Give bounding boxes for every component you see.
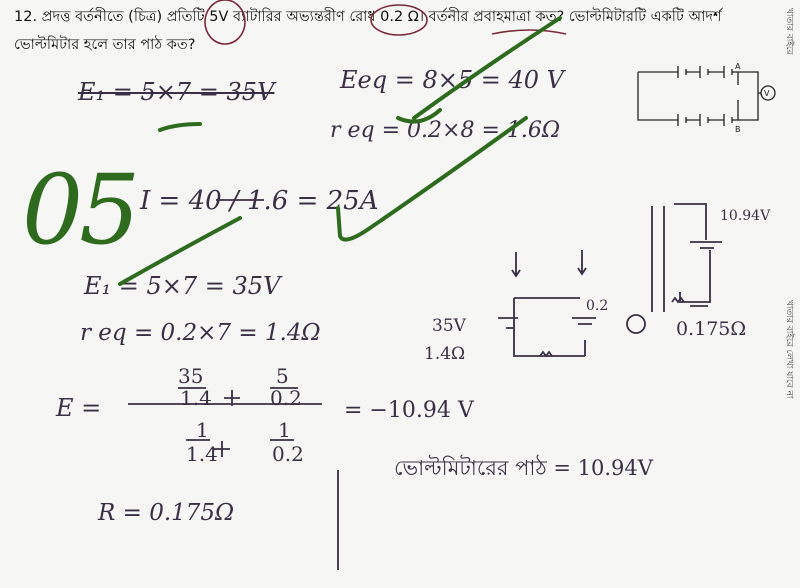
eeq-line: Eeq = 8×5 = 40 V [340,66,564,94]
den-a-top: 1 [196,418,209,442]
question-line-2: ভোল্টমিটার হলে তার পাঠ কত? [14,37,196,53]
den-a-bot: 1.4 [186,442,218,466]
diag-14: 1.4Ω [424,344,466,364]
num-a-bot: 1.4 [180,386,212,410]
r-result: R = 0.175Ω [98,500,235,526]
num-a-top: 35 [178,364,204,388]
num-b-top: 5 [276,364,289,388]
den-b-bot: 0.2 [272,442,304,466]
diag-02: 0.2 [586,298,609,314]
crossed-out-e1: E₁ = 5×7 = 35V [78,78,275,106]
diag-0175: 0.175Ω [676,318,747,340]
diag-1094: 10.94V [720,208,771,224]
question-line-1: 12. প্রদত্ত বর্তনীতে (চিত্র) প্রতিটি 5V ব্যাটারির অভ্যন্তরীণ রোধ 0.2 Ω। বর্তনীর প্রবাহমাত্রা কত? ভোল্টমিটারটি একটি আদর্শ [14,9,722,25]
e-result: = −10.94 V [344,398,474,423]
voltmeter-symbol: V [764,89,770,98]
margin-note-mid: খাতার বাইরে লেখা যাবে না [784,300,794,399]
voltmeter-reading: ভোল্টমিটারের পাঠ = 10.94V [394,456,653,480]
e1-line: E₁ = 5×7 = 35V [84,272,281,300]
current-line: I = 40 / 1.6 = 25A [140,186,379,216]
margin-note-top: খাতার বাইরে [784,8,794,55]
node-b-label: B [735,125,741,134]
num-b-bot: 0.2 [270,386,302,410]
node-a-label: A [735,62,741,71]
e-label: E = [56,394,102,422]
den-b-top: 1 [278,418,291,442]
req2-line: r eq = 0.2×7 = 1.4Ω [80,320,321,346]
diag-35v: 35V [432,316,466,336]
req-line: r eq = 0.2×8 = 1.6Ω [330,118,561,143]
grade-mark: 05 [22,154,137,266]
